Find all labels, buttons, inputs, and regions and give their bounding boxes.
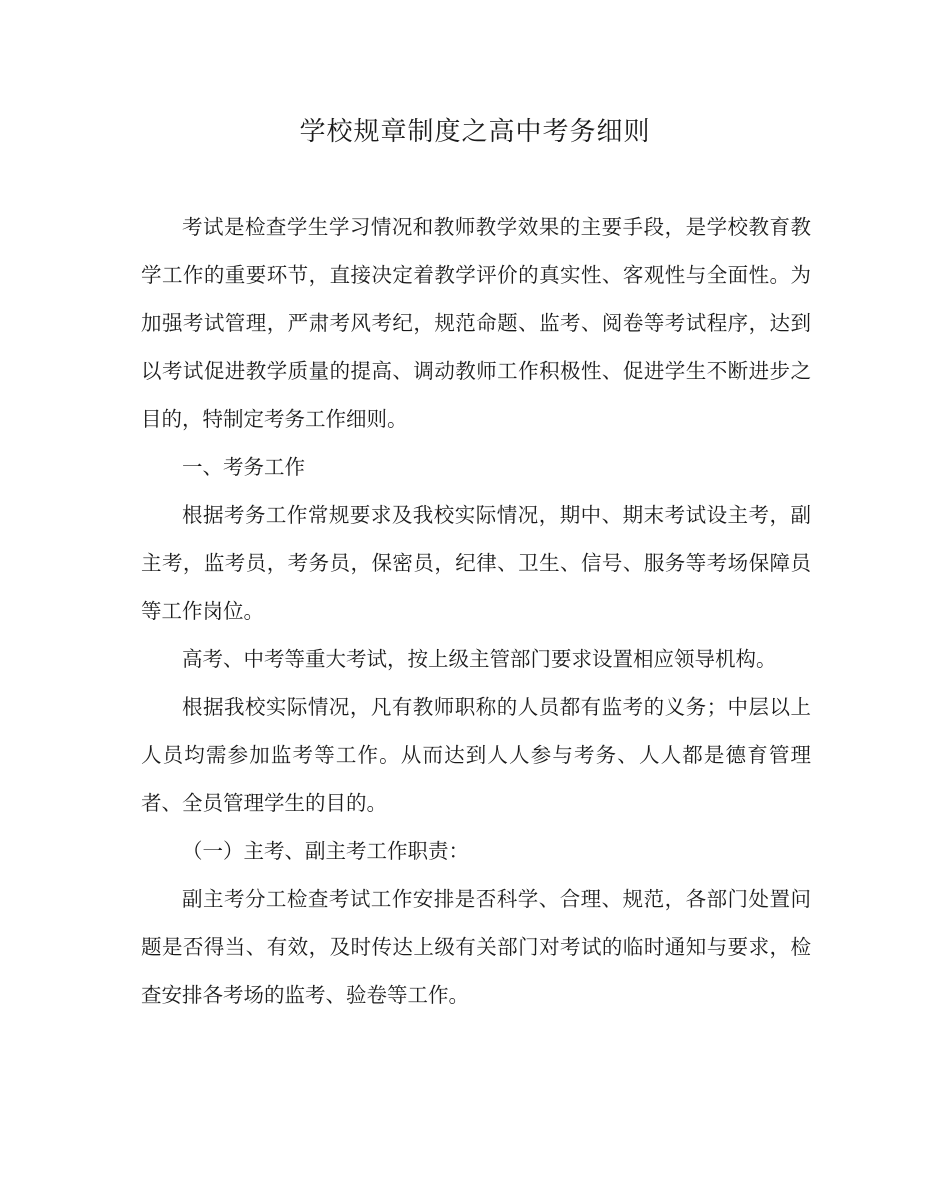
paragraph-invigilation-duty: 根据我校实际情况，凡有教师职称的人员都有监考的义务；中层以上人员均需参加监考等工作。从而达到人人参与考务、人人都是德育管理者、全员管理学生的目的。 bbox=[141, 695, 811, 815]
document-title: 学校规章制度之高中考务细则 bbox=[299, 117, 651, 147]
subheading-chief-examiner-duties: （一）主考、副主考工作职责： bbox=[182, 839, 469, 863]
paragraph-major-exams: 高考、中考等重大考试，按上级主管部门要求设置相应领导机构。 bbox=[182, 647, 777, 671]
paragraph-deputy-examiner-duties: 副主考分工检查考试工作安排是否科学、合理、规范，各部门处置问题是否得当、有效，及时传达上级有关部门对考试的临时通知与要求，检查安排各考场的监考、验卷等工作。 bbox=[141, 887, 811, 1007]
paragraph-exam-positions: 根据考务工作常规要求及我校实际情况，期中、期末考试设主考，副主考，监考员，考务员，保密员，纪律、卫生、信号、服务等考场保障员等工作岗位。 bbox=[141, 503, 811, 623]
document-body bbox=[141, 203, 811, 1019]
intro-paragraph: 考试是检查学生学习情况和教师教学效果的主要手段，是学校教育教学工作的重要环节，直接决定着教学评价的真实性、客观性与全面性。为加强考试管理，严肃考风考纪，规范命题、监考、阅卷等考试程序，达到以考试促进教学质量的提高、调动教师工作积极性、促进学生不断进步之目的，特制定考务工作细则。 bbox=[141, 215, 811, 431]
section-heading-exam-affairs: 一、考务工作 bbox=[182, 455, 305, 479]
